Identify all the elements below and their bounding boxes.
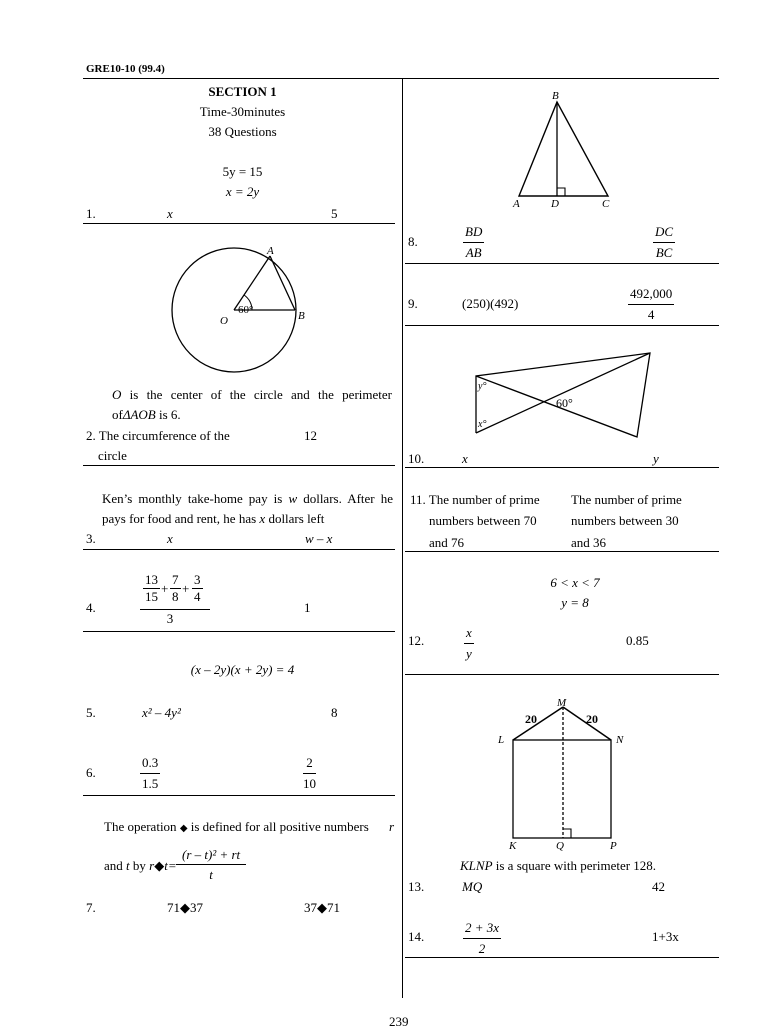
q7-diamond-symbol: ◆ [179, 823, 188, 834]
q11-column-b-line-2: numbers between 30 [571, 513, 679, 528]
q4-rule [83, 631, 395, 632]
q8-a-denominator: AB [465, 245, 482, 260]
q14-rule [405, 957, 719, 958]
q14-column-b: 1+3x [652, 929, 679, 944]
q3-info-w: w [288, 491, 298, 506]
q11-column-a-line-2: numbers between 70 [429, 513, 537, 528]
q10-column-b: y [653, 451, 659, 466]
q12-a-numerator: x [464, 623, 474, 644]
q10-column-a: x [462, 451, 468, 466]
q3-column-b: w – x [305, 531, 333, 546]
q1-number: 1. [86, 206, 96, 221]
q2-label-o: O [220, 315, 228, 327]
q10-bowtie-figure [470, 345, 660, 445]
q4-frac-3-num: 3 [194, 572, 201, 587]
q9-b-denominator: 4 [647, 307, 655, 322]
q2-label-b: B [298, 310, 305, 322]
q3-info-text-1: Ken’s monthly take-home pay is [102, 491, 289, 506]
q6-rule [83, 795, 395, 796]
q13-label-l: L [498, 734, 505, 746]
q11-column-b-line-3: and 36 [571, 535, 607, 550]
q13-column-a: MQ [462, 879, 483, 894]
q4-frac-1-den: 15 [145, 589, 158, 604]
q13-label-n: N [616, 734, 624, 746]
q2-column-b: 12 [304, 428, 317, 443]
q9-b-numerator: 492,000 [628, 284, 674, 305]
q4-plus-1: + [161, 581, 169, 596]
section-questions: 38 Questions [208, 124, 277, 139]
q9-number: 9. [408, 296, 418, 311]
q12-column-a [464, 623, 474, 664]
q11-column-a-line-3: and 76 [429, 535, 465, 550]
q4-number: 4. [86, 600, 96, 615]
page-number: 239 [389, 1014, 409, 1029]
q7-expression-fraction [176, 845, 246, 884]
q8-triangle-figure [505, 86, 625, 212]
q3-number: 3. [86, 531, 96, 546]
q13-column-b: 42 [652, 879, 665, 894]
q14-column-a [463, 918, 501, 959]
q2-column-a-label-cont: circle [98, 448, 127, 463]
q10-angle-label: 60° [556, 396, 573, 410]
q10-label-y: y° [478, 381, 487, 392]
q6-b-numerator: 2 [303, 753, 316, 774]
q6-a-denominator: 1.5 [142, 776, 159, 791]
q1-given-1: 5y = 15 [222, 164, 263, 179]
q4-frac-3-den: 4 [194, 589, 201, 604]
q5-given: (x – 2y)(x + 2y) = 4 [190, 662, 295, 677]
q2-column-a-label: 2. The circumference of the [86, 428, 230, 443]
q7-intro [104, 819, 394, 835]
q2-label-a: A [267, 245, 274, 257]
q9-rule [405, 325, 719, 326]
header-rule [83, 78, 719, 79]
q1-column-b: 5 [331, 206, 338, 221]
q13-info-square: KLNP [460, 858, 493, 873]
q11-column-a-line-1: 11. The number of prime [410, 492, 540, 507]
q8-column-b [653, 222, 675, 263]
q7-column-a: 71◆37 [167, 900, 203, 915]
q10-rule [405, 467, 719, 468]
q13-side-left: 20 [525, 712, 537, 726]
column-divider [402, 78, 403, 998]
q3-info-x: x [259, 511, 266, 526]
q1-rule [83, 223, 395, 224]
q13-label-k: K [509, 840, 517, 852]
q4-frac-3 [192, 572, 203, 605]
q6-b-denominator: 10 [303, 776, 316, 791]
q8-column-a [463, 222, 484, 263]
q4-frac-2-num: 7 [172, 572, 179, 587]
q8-label-b: B [552, 90, 559, 102]
q7-t: t [126, 858, 130, 873]
q10-label-x: x° [478, 419, 487, 430]
q2-info-text-1: is the center of the circle and the perimeter of [112, 387, 392, 422]
q13-label-m: M [557, 697, 567, 709]
q12-given-2: y = 8 [561, 595, 589, 610]
q8-b-numerator: DC [653, 222, 675, 243]
q4-plus-2: + [182, 581, 190, 596]
q12-column-b: 0.85 [626, 633, 649, 648]
q7-intro-text-1: The operation [104, 819, 180, 834]
q8-number: 8. [408, 234, 418, 249]
q2-rule [83, 465, 395, 466]
q13-info [460, 858, 656, 874]
q4-denominator: 3 [166, 611, 174, 626]
q4-frac-1-num: 13 [145, 572, 158, 587]
q13-info-text: is a square with perimeter 128. [492, 858, 657, 873]
q5-column-a: x² – 4y² [142, 705, 181, 720]
q9-column-a: (250)(492) [462, 296, 519, 311]
q2-info-triangle: ΔAOB [122, 407, 156, 422]
section-title: SECTION 1 [208, 84, 277, 99]
section-time: Time-30minutes [199, 104, 286, 119]
q2-angle-label: 60° [238, 304, 254, 316]
q8-label-a: A [513, 198, 520, 210]
q7-expr-lhs: r◆t= [149, 858, 177, 873]
q11-column-b-line-1: The number of prime [571, 492, 682, 507]
q14-a-numerator: 2 + 3x [463, 918, 501, 939]
q6-number: 6. [86, 765, 96, 780]
q2-info [112, 385, 392, 425]
q8-rule [405, 263, 719, 264]
q7-column-b: 37◆71 [304, 900, 340, 915]
q5-column-b: 8 [331, 705, 338, 720]
q7-expr-denominator: t [209, 867, 213, 882]
q4-numerator [140, 573, 210, 610]
q10-number: 10. [408, 451, 425, 466]
q3-info [102, 489, 393, 529]
q8-b-denominator: BC [655, 245, 673, 260]
q7-definition [104, 858, 177, 874]
q1-given-2: x = 2y [225, 184, 260, 199]
q4-frac-2-den: 8 [172, 589, 179, 604]
q11-rule [405, 551, 719, 552]
q9-column-b [628, 284, 674, 325]
q3-info-text-2: dollars. After he pays for food and rent, he has [102, 491, 393, 526]
q2-circle-figure [150, 240, 330, 390]
q12-rule [405, 674, 719, 675]
q13-number: 13. [408, 879, 425, 894]
q12-given-1: 6 < x < 7 [550, 575, 600, 590]
q8-a-numerator: BD [463, 222, 484, 243]
q4-frac-2 [170, 572, 181, 605]
q14-number: 14. [408, 929, 425, 944]
q7-and: and [104, 858, 127, 873]
q2-info-o: O [112, 387, 122, 402]
q4-column-b: 1 [304, 600, 311, 615]
q8-label-c: C [602, 198, 610, 210]
q6-column-a [140, 753, 160, 794]
q7-by: by [129, 858, 150, 873]
q2-info-text-2: is 6. [155, 407, 181, 422]
q7-intro-r: r [388, 819, 394, 834]
q1-column-a: x [167, 206, 173, 221]
q5-number: 5. [86, 705, 96, 720]
q12-a-denominator: y [466, 646, 472, 661]
q13-label-p: P [610, 840, 617, 852]
q13-figure [495, 695, 635, 855]
q6-a-numerator: 0.3 [140, 753, 160, 774]
q13-side-right: 20 [586, 712, 598, 726]
q7-intro-text-2: is defined for all positive numbers [187, 819, 369, 834]
q14-a-denominator: 2 [478, 941, 486, 956]
q6-column-b [303, 753, 316, 794]
q7-expr-numerator: (r – t)² + rt [176, 845, 246, 865]
q4-complex-fraction [140, 573, 210, 628]
document-code: GRE10-10 (99.4) [86, 63, 165, 75]
q8-label-d: D [551, 198, 559, 210]
q3-column-a: x [167, 531, 173, 546]
q7-number: 7. [86, 900, 96, 915]
q3-rule [83, 549, 395, 550]
q13-label-q: Q [556, 840, 564, 852]
q12-number: 12. [408, 633, 425, 648]
q4-frac-1 [143, 572, 160, 605]
q3-info-text-3: dollars left [265, 511, 325, 526]
